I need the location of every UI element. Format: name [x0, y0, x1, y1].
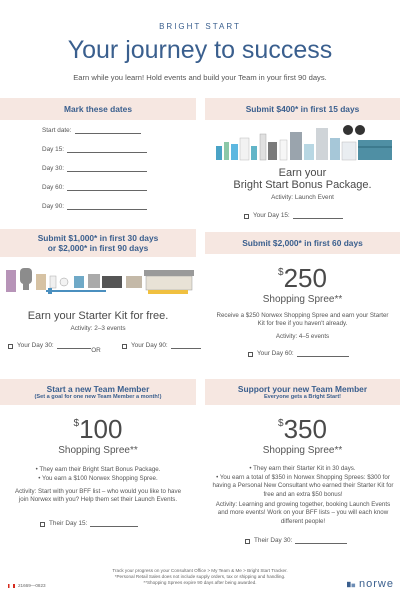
support-member-dollar: $: [278, 418, 284, 429]
starter-check90-field[interactable]: [171, 342, 201, 349]
spree250-desc: Receive a $250 Norwex Shopping Spree and earn your Starter Kit for free if you haven't already.: [216, 312, 389, 328]
spree250-amount-value: 250: [283, 263, 327, 293]
spree250-label: Shopping Spree**: [262, 294, 343, 305]
footer-notes: [60, 568, 340, 586]
start-date-row: [42, 127, 141, 134]
footer-line1: Track your progress on your Consultant Office > My Team & Me > Bright Start Tracker.: [112, 568, 288, 573]
bonus15-line1: Earn your: [278, 167, 327, 179]
bonus15-line2: Bright Start Bonus Package.: [233, 179, 372, 191]
sku-code: [8, 583, 46, 588]
team-member-amount-value: 100: [79, 414, 123, 444]
day90-label: Day 90:: [42, 203, 65, 210]
support-member-subheading: Everyone gets a Bright Start!: [263, 393, 342, 400]
sku-text: 21669—0823: [18, 583, 46, 588]
starter-activity: Activity: 2–3 events: [70, 325, 126, 332]
starter-header: [0, 229, 196, 257]
team-member-heading: Start a new Team Member: [46, 383, 150, 394]
spree250-activity: Activity: 4–5 events: [275, 333, 330, 340]
starter-check30-label: Your Day 30:: [17, 342, 54, 349]
support-member-activity: Activity: Learning and growing together, booking Launch Events and more events! Work on your BFF lists – you will each know different people!: [215, 501, 391, 525]
team-member-bullet2: • You earn a $100 Norwex Shopping Spree.: [38, 475, 158, 482]
day90-row: [42, 203, 147, 210]
support-member-header: [205, 379, 400, 405]
spree250-amount: [205, 263, 400, 294]
footer-line2: *Personal Retail Sales does not include supply orders, tax or shipping and handling.: [114, 573, 286, 579]
starter-check90-row: [122, 342, 201, 349]
start-date-label: Start date:: [42, 127, 72, 134]
spree250-check-field[interactable]: [297, 350, 349, 357]
support-member-checkbox[interactable]: [245, 539, 250, 544]
day60-label: Day 60:: [42, 184, 65, 191]
starter-main: Earn your Starter Kit for free.: [27, 310, 169, 322]
starter-or: OR: [91, 347, 101, 354]
spree250-heading: Submit $2,000* in first 60 days: [242, 237, 363, 248]
support-member-amount: [205, 414, 400, 445]
bonus15-header: [205, 98, 400, 120]
bonus15-checkbox[interactable]: [244, 214, 249, 219]
bonus-package-products-image: [214, 124, 394, 166]
spree250-checkbox[interactable]: [248, 352, 253, 357]
starter-heading-line1: Submit $1,000* in first 30 days: [37, 232, 159, 243]
start-date-field[interactable]: [75, 127, 141, 134]
bonus15-check-label: Your Day 15:: [253, 212, 290, 219]
team-member-checkbox[interactable]: [40, 522, 45, 527]
mark-dates-heading: Mark these dates: [64, 103, 132, 114]
team-member-header: [0, 379, 196, 405]
day15-row: [42, 146, 147, 153]
day30-field[interactable]: [67, 165, 147, 172]
team-member-amount: [0, 414, 196, 445]
starter-kit-products-image: [4, 266, 198, 302]
norwex-logo-text: norwe: [359, 578, 394, 590]
bonus15-check-row: [244, 212, 343, 219]
starter-check90-label: Your Day 90:: [131, 342, 168, 349]
page-subtitle: Earn while you learn! Hold events and build your Team in your first 90 days.: [73, 73, 327, 82]
page-title: Your journey to success: [67, 36, 333, 64]
spree250-dollar: $: [278, 267, 284, 278]
team-member-subheading: (Set a goal for one new Team Member a month!): [34, 393, 162, 400]
day15-field[interactable]: [67, 146, 147, 153]
norwex-logo: [347, 578, 394, 590]
norwex-logo-mark-icon: [347, 580, 356, 589]
footer-line3: **Shopping Sprees expire 90 days after being awarded.: [143, 579, 257, 585]
starter-heading-line2: or $2,000* in first 90 days: [47, 243, 149, 253]
support-member-bullet2: • You earn a total of $350 in Norwex Shopping Sprees: $300 for having a Personal New Consultant who earned their Starter Kit for free and an extra $50 bonus!: [212, 474, 394, 498]
team-member-bullet1: • They earn their Bright Start Bonus Package.: [35, 466, 161, 473]
spree250-check-label: Your Day 60:: [257, 350, 294, 357]
starter-check30-row: [8, 342, 91, 349]
day60-row: [42, 184, 147, 191]
team-member-check-row: [40, 520, 138, 527]
spree250-header: [205, 232, 400, 254]
starter-check30-checkbox[interactable]: [8, 344, 13, 349]
starter-check90-checkbox[interactable]: [122, 344, 127, 349]
team-member-label: Shopping Spree**: [58, 445, 138, 456]
support-member-bullet1: • They earn their Starter Kit in 30 days.: [249, 465, 356, 472]
day60-field[interactable]: [67, 184, 147, 191]
day90-field[interactable]: [67, 203, 147, 210]
team-member-dollar: $: [73, 418, 80, 429]
team-member-check-label: Their Day 15:: [49, 520, 88, 527]
day30-row: [42, 165, 147, 172]
kicker: BRIGHT START: [159, 22, 241, 31]
day15-label: Day 15:: [42, 146, 65, 153]
mark-dates-header: [0, 98, 196, 120]
support-member-amount-value: 350: [283, 414, 327, 444]
day30-label: Day 30:: [42, 165, 65, 172]
canada-flag-icon: [8, 584, 15, 588]
bonus15-activity: Activity: Launch Event: [271, 194, 334, 201]
spree250-check-row: [248, 350, 349, 357]
team-member-activity: Activity: Start with your BFF list – who would you like to have join Norwex with you? Help them set their Launch Events.: [14, 488, 182, 504]
team-member-check-field[interactable]: [90, 520, 138, 527]
support-member-label: Shopping Spree**: [262, 445, 343, 456]
support-member-check-field[interactable]: [295, 537, 347, 544]
bonus15-heading: Submit $400* in first 15 days: [245, 103, 360, 114]
support-member-heading: Support your new Team Member: [237, 383, 368, 394]
bonus15-check-field[interactable]: [293, 212, 343, 219]
support-member-check-label: Their Day 30:: [254, 537, 293, 544]
support-member-check-row: [245, 537, 347, 544]
